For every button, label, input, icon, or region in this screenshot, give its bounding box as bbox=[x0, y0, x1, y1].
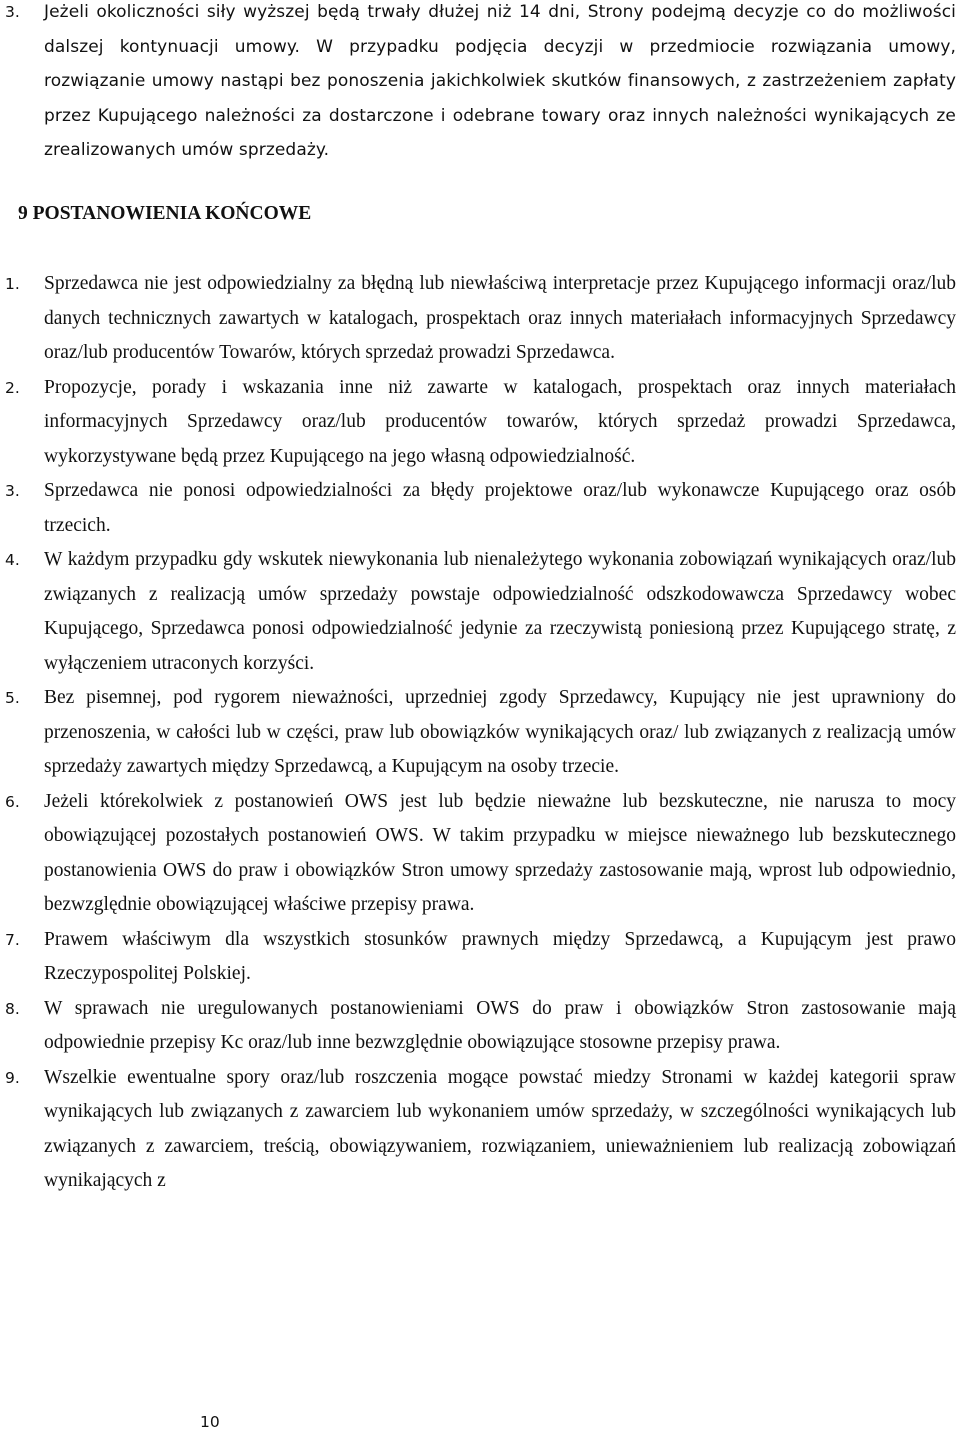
list-item-number: 3. bbox=[5, 3, 20, 21]
list-item bbox=[0, 992, 956, 1061]
list-item-number: 5. bbox=[5, 689, 20, 707]
list-item-number: 8. bbox=[5, 999, 20, 1018]
list-item-text: Wszelkie ewentualne spory oraz/lub roszczenia mogące powstać miedzy Stronami w każdej kategorii spraw wynikających lub związanych z zawarciem lub wykonaniem umów sprzedaży, w szczególności wynikających lub związanych z zawarciem, treścią, obowiązywaniem, rozwiązaniem, unieważnieniem lub realizacją zobowiązań wynikających z bbox=[44, 1066, 956, 1191]
list-item-number: 4. bbox=[5, 551, 20, 569]
list-item-text: Jeżeli którekolwiek z postanowień OWS jest lub będzie nieważne lub bezskuteczne, nie narusza to mocy obowiązującej pozostałych postanowień OWS. W takim przypadku w miejsce nieważnego lub bezskutecznego postanowienia OWS do praw i obowiązków Stron umowy sprzedaży zastosowanie mają, wprost lub odpowiednio, bezwzględnie obowiązującej właściwe przepisy prawa. bbox=[44, 790, 956, 915]
list-item-text: Bez pisemnej, pod rygorem nieważności, uprzedniej zgody Sprzedawcy, Kupujący nie jest uprawniony do przenoszenia, w całości lub w części, praw lub obowiązków wynikających oraz/ lub związanych z realizacją umów sprzedaży zawartych między Sprzedawcą, a Kupującym na osoby trzecie. bbox=[44, 687, 956, 777]
page-number: 10 bbox=[200, 1413, 220, 1431]
list-item-number: 1. bbox=[5, 275, 20, 293]
list-item-number: 3. bbox=[5, 482, 20, 500]
list-item-text: Sprzedawca nie jest odpowiedzialny za błędną lub niewłaściwą interpretacje przez Kupującego informacji oraz/lub danych technicznych zawartych w katalogach, prospektach oraz innych materiałach informacyjnych Sprzedawcy oraz/lub producentów Towarów, których sprzedaż prowadzi Sprzedawca. bbox=[44, 273, 956, 363]
list-item-text: Prawem właściwym dla wszystkich stosunków prawnych między Sprzedawcą, a Kupującym jest prawo Rzeczypospolitej Polskiej. bbox=[44, 928, 956, 984]
list-item-text: Propozycje, porady i wskazania inne niż zawarte w katalogach, prospektach oraz innych materiałach informacyjnych Sprzedawcy oraz/lub producentów towarów, których sprzedaż prowadzi Sprzedawca, wykorzystywane będą przez Kupującego na jego własną odpowiedzialność. bbox=[44, 376, 956, 467]
list-item bbox=[0, 681, 956, 785]
list-item-text: W sprawach nie uregulowanych postanowieniami OWS do praw i obowiązków Stron zastosowanie mają odpowiednie przepisy Kc oraz/lub inne bezwzględnie obowiązujące stosowne przepisy prawa. bbox=[44, 997, 956, 1053]
section-heading: 9 POSTANOWIENIA KOŃCOWE bbox=[18, 203, 312, 224]
list-item-number: 7. bbox=[5, 930, 20, 949]
provisions-list bbox=[0, 267, 956, 1199]
list-item bbox=[0, 474, 956, 543]
list-item-text: W każdym przypadku gdy wskutek niewykonania lub nienależytego wykonania zobowiązań wynikających oraz/lub związanych z realizacją umów sprzedaży powstaje odpowiedzialność odszkodowawcza Sprzedawcy wobec Kupującego, Sprzedawca ponosi odpowiedzialność jedynie za rzeczywistą poniesioną przez Kupującego stratę, z wyłączeniem utraconych korzyści. bbox=[44, 549, 956, 674]
list-item bbox=[0, 371, 956, 475]
list-item bbox=[0, 923, 956, 992]
list-item-number: 9. bbox=[5, 1068, 20, 1087]
intro-list-item bbox=[0, 0, 956, 168]
list-item bbox=[0, 267, 956, 371]
list-item bbox=[0, 1061, 956, 1199]
list-item-text: Sprzedawca nie ponosi odpowiedzialności za błędy projektowe oraz/lub wykonawcze Kupującego oraz osób trzecich. bbox=[44, 480, 956, 536]
list-item bbox=[0, 543, 956, 681]
list-item-number: 2. bbox=[5, 378, 20, 397]
list-item bbox=[0, 785, 956, 923]
list-item-number: 6. bbox=[5, 792, 20, 811]
list-item-text: Jeżeli okoliczności siły wyższej będą trwały dłużej niż 14 dni, Strony podejmą decyzje co do możliwości dalszej kontynuacji umowy. W przypadku podjęcia decyzji w przedmiocie rozwiązania umowy, rozwiązanie umowy nastąpi bez ponoszenia jakichkolwiek skutków finansowych, z zastrzeżeniem zapłaty przez Kupującego należności za dostarczone i odebrane towary oraz innych należności wynikających ze zrealizowanych umów sprzedaży. bbox=[44, 2, 956, 160]
